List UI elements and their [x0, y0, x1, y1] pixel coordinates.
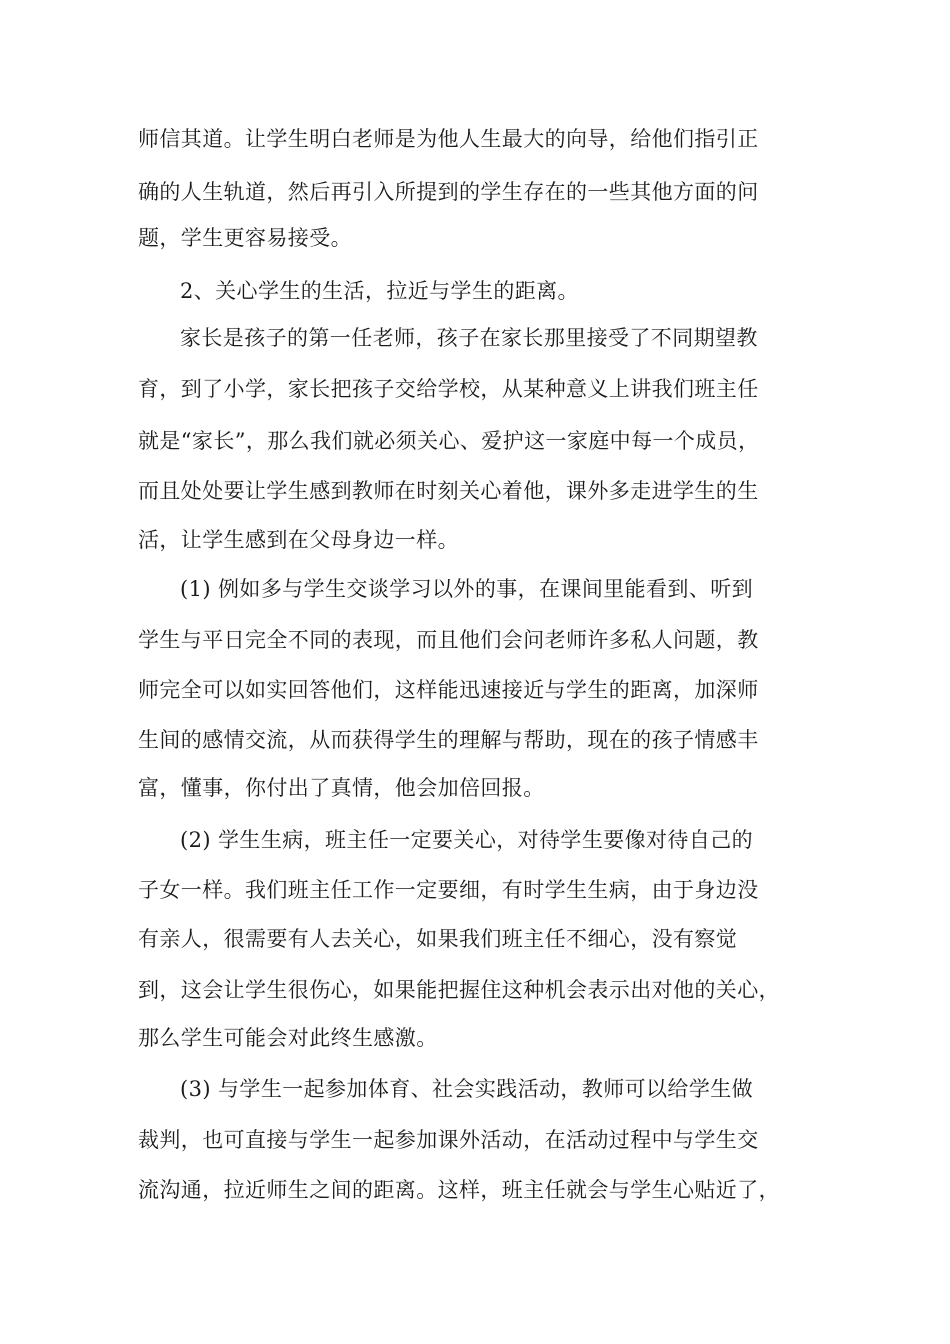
list-item-1: (1) 例如多与学生交谈学习以外的事，在课间里能看到、听到	[180, 577, 754, 601]
list-item-2: (2) 学生生病，班主任一定要关心，对待学生要像对待自己的	[180, 828, 754, 852]
text-line: 富，懂事，你付出了真情，他会加倍回报。	[138, 776, 545, 800]
text-line: 子女一样。我们班主任工作一定要细，有时学生生病，由于身边没	[138, 878, 759, 902]
section-heading: 2、关心学生的生活，拉近与学生的距离。	[180, 279, 579, 303]
text-line: 学生与平日完全不同的表现，而且他们会问老师许多私人问题，教	[138, 628, 759, 652]
text-line: 到，这会让学生很伤心，如果能把握住这种机会表示出对他的关心，	[138, 978, 780, 1002]
text-line: 而且处处要让学生感到教师在时刻关心着他，课外多走进学生的生	[138, 479, 759, 503]
text-line: 家长是孩子的第一任老师，孩子在家长那里接受了不同期望教	[180, 326, 758, 350]
text-line: 生间的感情交流，从而获得学生的理解与帮助，现在的孩子情感丰	[138, 728, 759, 752]
text-line: 就是“家长”，那么我们就必须关心、爱护这一家庭中每一个成员，	[138, 429, 760, 453]
text-line: 有亲人，很需要有人去关心，如果我们班主任不细心，没有察觉	[138, 927, 738, 951]
text-line: 育，到了小学，家长把孩子交给学校，从某种意义上讲我们班主任	[138, 377, 759, 401]
text-line: 裁判，也可直接与学生一起参加课外活动，在活动过程中与学生交	[138, 1128, 759, 1152]
text-line: 师信其道。让学生明白老师是为他人生最大的向导，给他们指引正	[138, 127, 759, 151]
text-line: 师完全可以如实回答他们，这样能迅速接近与学生的距离，加深师	[138, 678, 759, 702]
text-line: 流沟通，拉近师生之间的距离。这样，班主任就会与学生心贴近了，	[138, 1178, 780, 1202]
text-line: 确的人生轨道，然后再引入所提到的学生存在的一些其他方面的问	[138, 180, 759, 204]
text-line: 题，学生更容易接受。	[138, 226, 352, 250]
text-line: 活，让学生感到在父母身边一样。	[138, 528, 459, 552]
text-line: 那么学生可能会对此终生感激。	[138, 1026, 438, 1050]
list-item-3: (3) 与学生一起参加体育、社会实践活动，教师可以给学生做	[180, 1077, 754, 1101]
